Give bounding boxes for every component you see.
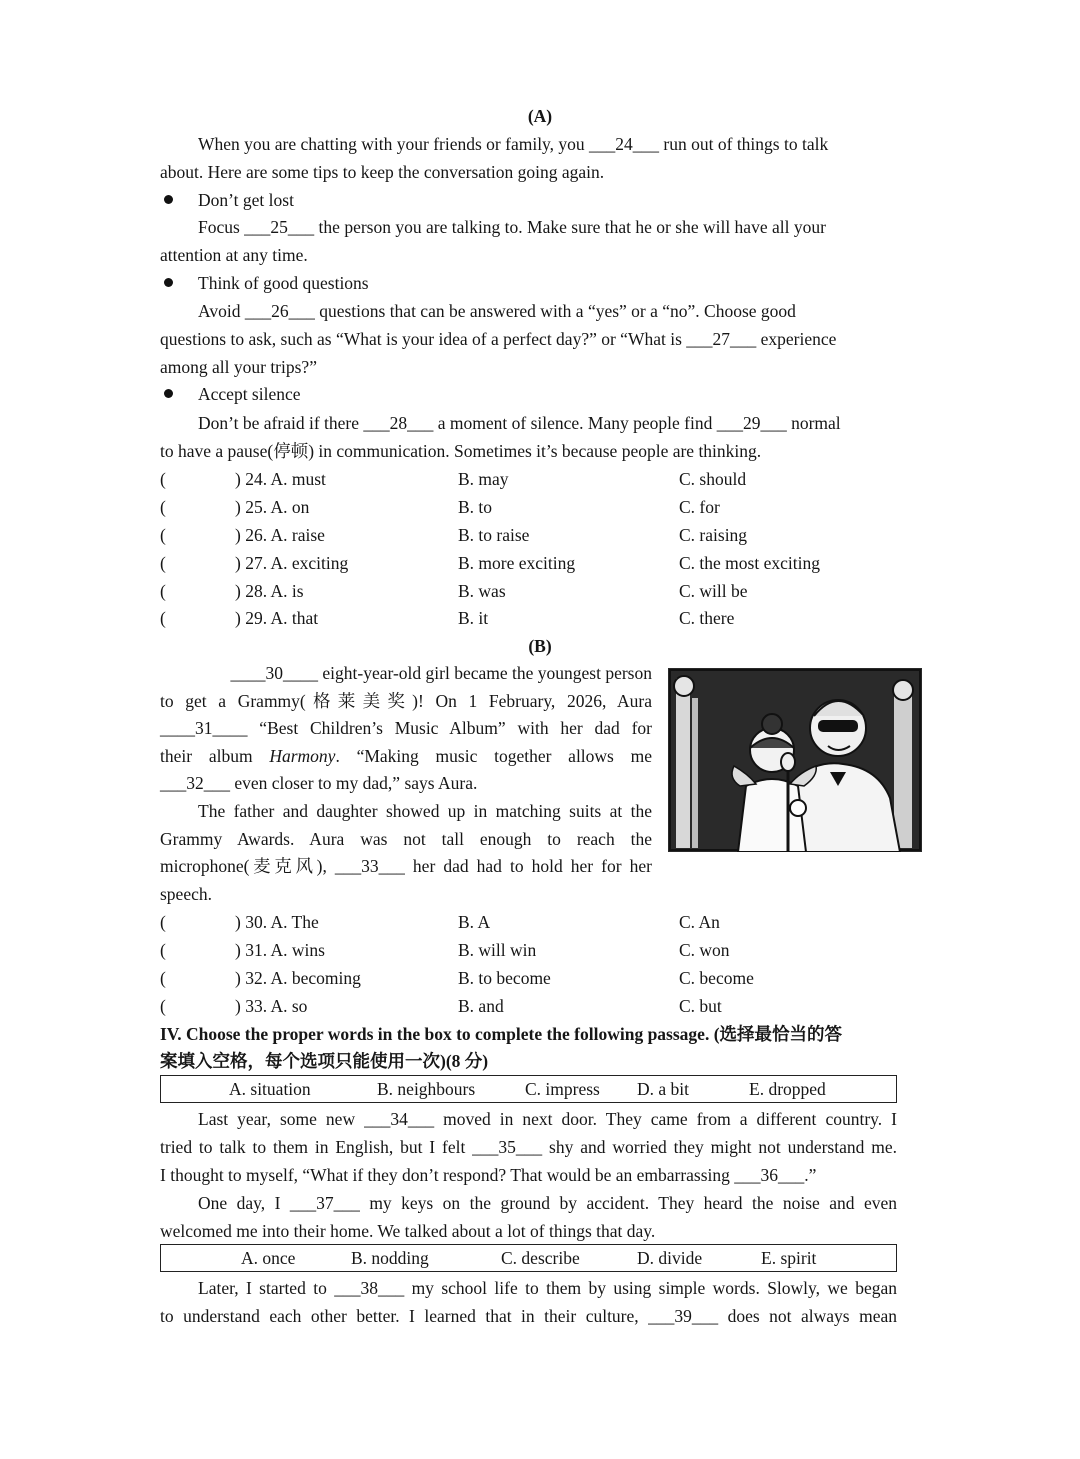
section-4-p2-line-1: One day, I ___37___ my keys on the ground by accident. They heard the noise and even <box>198 1193 897 1213</box>
album-title: Harmony <box>269 746 336 766</box>
answer-paren[interactable]: ( <box>160 581 166 601</box>
tip-2-line-2: questions to ask, such as “What is your idea of a perfect day?” or “What is ___27___ experience <box>160 329 837 349</box>
answer-paren[interactable]: ( <box>160 996 166 1016</box>
passage-b-line-1: ____30____ eight-year-old girl became the youngest person <box>230 663 652 683</box>
answer-paren[interactable]: ( <box>160 912 166 932</box>
tip-1-line-2: attention at any time. <box>160 245 308 265</box>
tip-3-line-1: Don’t be afraid if there ___28___ a moment of silence. Many people find ___29___ normal <box>198 413 841 433</box>
option-c: C. but <box>679 996 722 1016</box>
option-b: B. A <box>458 912 491 932</box>
tip-2-line-1: Avoid ___26___ questions that can be answered with a “yes” or a “no”. Choose good <box>198 301 796 321</box>
option-b: B. may <box>458 469 509 489</box>
bullet-icon <box>164 195 173 204</box>
answer-paren[interactable]: ( <box>160 608 166 628</box>
option-a: ) 27. A. exciting <box>235 553 349 573</box>
answer-paren[interactable]: ( <box>160 968 166 988</box>
word-option: D. a bit <box>637 1079 690 1099</box>
option-b: B. was <box>458 581 506 601</box>
answer-paren[interactable]: ( <box>160 497 166 517</box>
passage-b-line-6: The father and daughter showed up in matching suits at the <box>198 801 652 821</box>
option-c: C. An <box>679 912 720 932</box>
option-b: B. and <box>458 996 504 1016</box>
option-a: ) 25. A. on <box>235 497 310 517</box>
tip-3-title: Accept silence <box>198 384 301 404</box>
answer-paren[interactable]: ( <box>160 553 166 573</box>
option-b: B. to raise <box>458 525 530 545</box>
passage-a-intro-line-1: When you are chatting with your friends or family, you ___24___ run out of things to talk <box>198 134 829 154</box>
bullet-icon <box>164 389 173 398</box>
option-c: C. should <box>679 469 747 489</box>
option-b: B. will win <box>458 940 537 960</box>
section-4-p1-line-3: I thought to myself, “What if they don’t respond? That would be an embarrassing ___36___.” <box>160 1165 817 1185</box>
tip-3-line-2: to have a pause(停顿) in communication. Sometimes it’s because people are thinking. <box>160 441 762 461</box>
passage-b-line-3: ____31____ “Best Children’s Music Album” with her dad for <box>160 718 652 738</box>
bullet-icon <box>164 278 173 287</box>
answer-paren[interactable]: ( <box>160 469 166 489</box>
option-a: ) 30. A. The <box>235 912 319 932</box>
word-option: C. describe <box>501 1248 580 1268</box>
option-b: B. to <box>458 497 493 517</box>
tip-1-title: Don’t get lost <box>198 190 294 210</box>
section-4-p3-line-2: to understand each other better. I learned that in their culture, ___39___ does not always mean <box>160 1306 897 1326</box>
option-c: C. become <box>679 968 754 988</box>
word-option: C. impress <box>525 1079 600 1099</box>
option-a: ) 24. A. must <box>235 469 326 489</box>
word-option: B. neighbours <box>377 1079 476 1099</box>
word-option: B. nodding <box>351 1248 429 1268</box>
word-option: E. spirit <box>761 1248 817 1268</box>
section-4-title-line-1: IV. Choose the proper words in the box to complete the following passage. (选择最恰当的答 <box>160 1024 843 1044</box>
passage-b-line-9: speech. <box>160 884 212 904</box>
option-a: ) 31. A. wins <box>235 940 325 960</box>
passage-b-line-8: microphone(麦克风), ___33___ her dad had to hold her for her <box>160 856 652 876</box>
tip-2-line-3: among all your trips?” <box>160 357 317 377</box>
word-box-1 <box>160 1075 897 1103</box>
option-c: C. raising <box>679 525 748 545</box>
word-box-2 <box>160 1244 897 1272</box>
option-c: C. for <box>679 497 720 517</box>
word-option: E. dropped <box>749 1079 826 1099</box>
option-c: C. there <box>679 608 735 628</box>
answer-paren[interactable]: ( <box>160 525 166 545</box>
passage-b-line-4: their album Harmony. “Making music together allows me <box>160 746 652 766</box>
passage-a-intro-line-2: about. Here are some tips to keep the conversation going again. <box>160 162 605 182</box>
word-option: D. divide <box>637 1248 703 1268</box>
option-c: C. won <box>679 940 730 960</box>
passage-b-heading: (B) <box>528 636 552 656</box>
section-4-p2-line-2: welcomed me into their home. We talked about a lot of things that day. <box>160 1221 656 1241</box>
tip-2-title: Think of good questions <box>198 273 369 293</box>
section-4-p3-line-1: Later, I started to ___38___ my school life to them by using simple words. Slowly, we began <box>198 1278 897 1298</box>
option-b: B. to become <box>458 968 551 988</box>
passage-b-line-5: ___32___ even closer to my dad,” says Aura. <box>160 773 478 793</box>
option-a: ) 32. A. becoming <box>235 968 361 988</box>
answer-paren[interactable]: ( <box>160 940 166 960</box>
section-4-p1-line-2: tried to talk to them in English, but I felt ___35___ shy and worried they might not understand me. <box>160 1137 897 1157</box>
option-b: B. more exciting <box>458 553 576 573</box>
word-option: A. once <box>241 1248 296 1268</box>
section-4-title-line-2: 案填入空格，每个选项只能使用一次)(8 分) <box>160 1051 489 1071</box>
passage-b-line-7: Grammy Awards. Aura was not tall enough to reach the <box>160 829 652 849</box>
word-option: A. situation <box>229 1079 311 1099</box>
option-b: B. it <box>458 608 489 628</box>
option-c: C. the most exciting <box>679 553 820 573</box>
passage-a-heading: (A) <box>527 106 553 126</box>
section-4-p1-line-1: Last year, some new ___34___ moved in next door. They came from a different country. I <box>198 1109 897 1129</box>
option-a: ) 29. A. that <box>235 608 319 628</box>
option-c: C. will be <box>679 581 748 601</box>
option-a: ) 28. A. is <box>235 581 304 601</box>
grammy-illustration <box>668 668 922 852</box>
option-a: ) 33. A. so <box>235 996 308 1016</box>
option-a: ) 26. A. raise <box>235 525 325 545</box>
tip-1-line-1: Focus ___25___ the person you are talking to. Make sure that he or she will have all your <box>198 217 826 237</box>
passage-b-line-2: to get a Grammy(格莱美奖)! On 1 February, 2026, Aura <box>160 691 652 711</box>
